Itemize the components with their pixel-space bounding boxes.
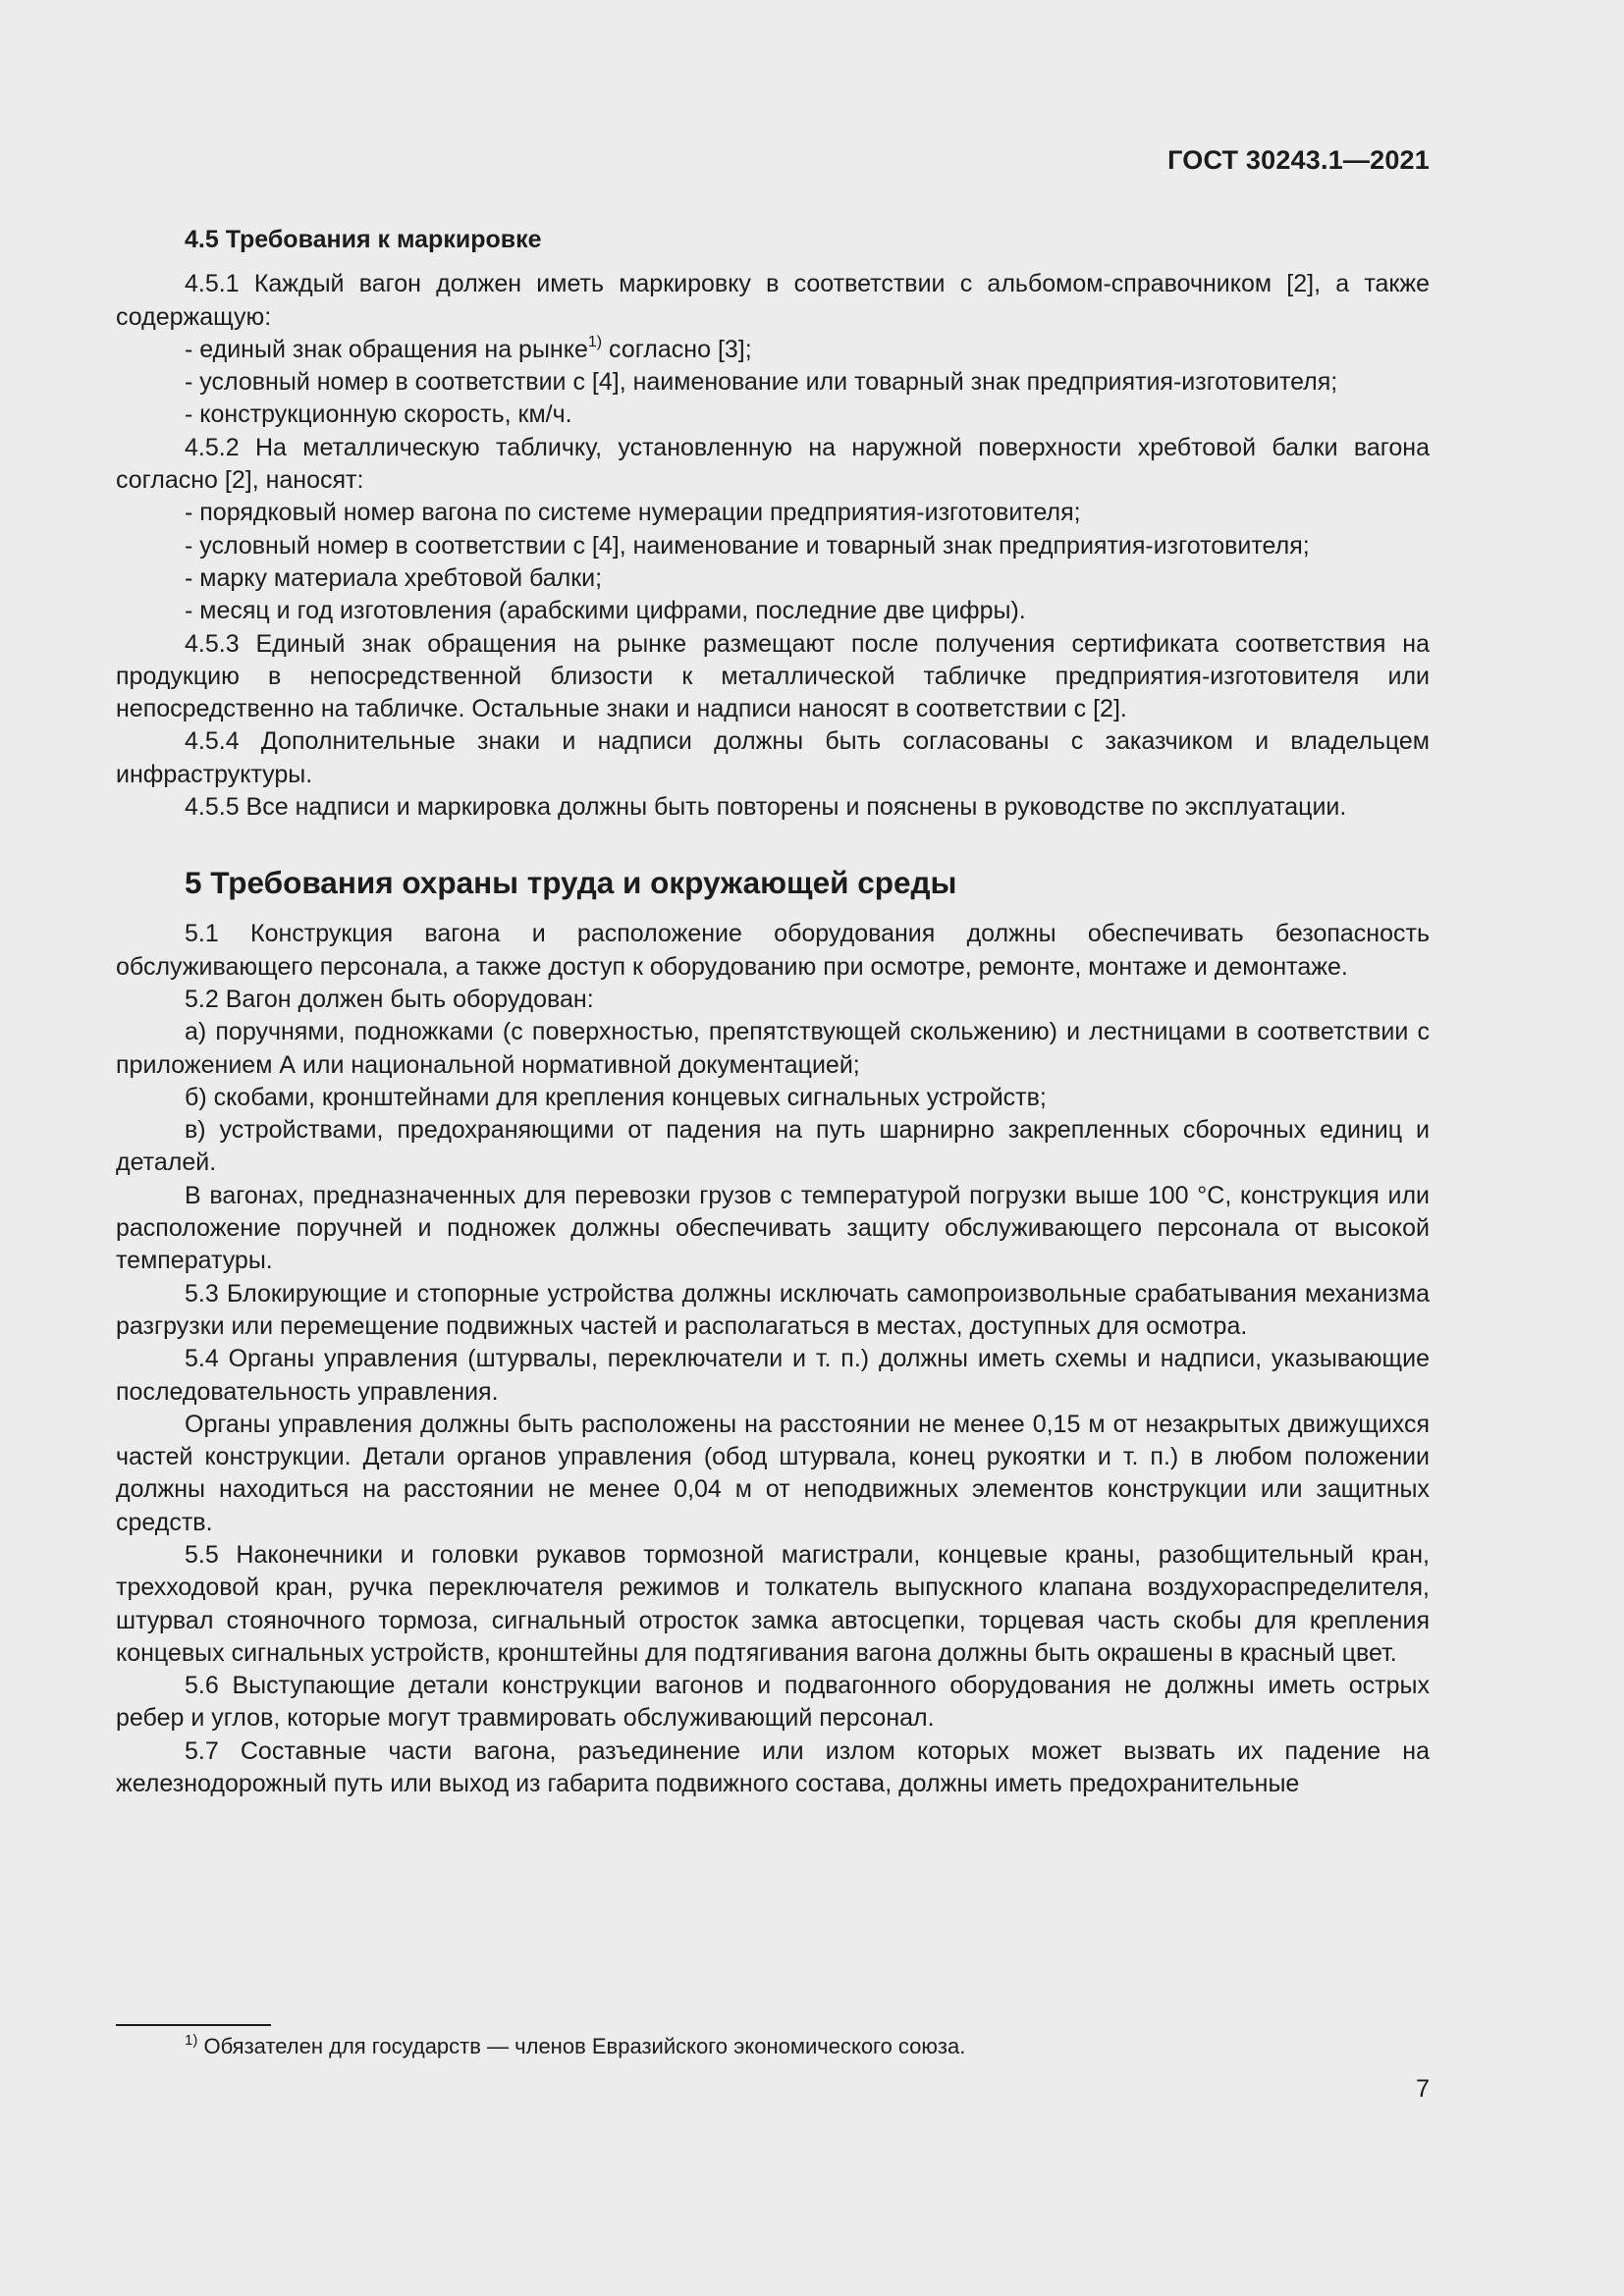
paragraph-5-4: 5.4 Органы управления (штурвалы, переключатели и т. п.) должны иметь схемы и надписи, указывающие последовательность управления.	[116, 1345, 1430, 1406]
paragraph-5-1: 5.1 Конструкция вагона и расположение оборудования должны обеспечивать безопасность обслуживающего персонала, а также доступ к оборудованию при осмотре, ремонте, монтаже и демонтаже.	[116, 920, 1430, 981]
footnote	[185, 2032, 965, 2061]
paragraph-4-5-2: 4.5.2 На металлическую табличку, установленную на наружной поверхности хребтовой балки вагона согласно [2], наносят:	[116, 433, 1430, 495]
list-item-v: в) устройствами, предохраняющими от падения на путь шарнирно закрепленных сборочных единиц и деталей.	[116, 1116, 1430, 1177]
section-heading-5: 5 Требования охраны труда и окружающей среды	[185, 865, 957, 901]
paragraph-5-4-extra: Органы управления должны быть расположены на расстоянии не менее 0,15 м от незакрытых движущихся частей конструкции. Детали органов управления (обод штурвала, конец рукоятки и т. п.) в любом положении должны находиться на расстоянии не менее 0,04 м от неподвижных элементов конструкции или защитных средств.	[116, 1410, 1430, 1536]
paragraph-4-5-5: 4.5.5 Все надписи и маркировка должны быть повторены и пояснены в руководстве по эксплуатации.	[185, 793, 1347, 822]
list-item-market-sign	[116, 334, 1430, 366]
list-item-conditional-number-2: - условный номер в соответствии с [4], наименование и товарный знак предприятия-изготовителя;	[185, 531, 1310, 560]
list-item-material-grade: - марку материала хребтовой балки;	[185, 563, 603, 592]
paragraph-4-5-4: 4.5.4 Дополнительные знаки и надписи должны быть согласованы с заказчиком и владельцем инфраструктуры.	[116, 727, 1430, 788]
paragraph-5-6: 5.6 Выступающие детали конструкции вагонов и подвагонного оборудования не должны иметь острых ребер и углов, которые могут травмировать обслуживающий персонал.	[116, 1672, 1430, 1733]
list-item-design-speed: - конструкционную скорость, км/ч.	[185, 400, 572, 429]
footnote-divider	[116, 2024, 271, 2026]
paragraph-5-2-extra: В вагонах, предназначенных для перевозки грузов с температурой погрузки выше 100 °С, конструкция или расположение поручней и подножек должны обеспечивать защиту обслуживающего персонала от высокой температуры.	[116, 1181, 1430, 1275]
list-item-a: а) поручнями, подножками (с поверхностью, препятствующей скольжению) и лестницами в соответствии с приложением А или национальной нормативной документацией;	[116, 1018, 1430, 1079]
footnote-marker: 1)	[185, 2032, 198, 2049]
list-item-text-continued: согласно [3];	[602, 335, 752, 363]
list-item-serial-number: - порядковый номер вагона по системе нумерации предприятия-изготовителя;	[185, 499, 1081, 527]
footnote-reference: 1)	[587, 333, 603, 350]
paragraph-5-3: 5.3 Блокирующие и стопорные устройства должны исключать самопроизвольные срабатывания механизма разгрузки или перемещение подвижных частей и располагаться в местах, доступных для осмотра.	[116, 1279, 1430, 1340]
paragraph-5-5: 5.5 Наконечники и головки рукавов тормозной магистрали, концевые краны, разобщительный кран, трехходовой кран, ручка переключателя режимов и толкатель выпускного клапана воздухораспределителя, штурвал стояночного тормоза, сигнальный отросток замка автосцепки, торцевая часть скобы для крепления концевых сигнальных устройств, кронштейны для подтягивания вагона должны быть окрашены в красный цвет.	[116, 1540, 1430, 1667]
list-item-text: - единый знак обращения на рынке	[185, 335, 588, 363]
page-number: 7	[1416, 2075, 1430, 2103]
footnote-text: Обязателен для государств — членов Евразийского экономического союза.	[197, 2034, 966, 2058]
subsection-heading-4-5: 4.5 Требования к маркировке	[185, 226, 542, 253]
paragraph-4-5-3: 4.5.3 Единый знак обращения на рынке размещают после получения сертификата соответствия на продукцию в непосредственной близости к металлической табличке предприятия-изготовителя или непосредственно на табличке. Остальные знаки и надписи наносят в соответствии с [2].	[116, 629, 1430, 723]
list-item-manufacture-date: - месяц и год изготовления (арабскими цифрами, последние две цифры).	[185, 597, 1026, 625]
list-item-conditional-number: - условный номер в соответствии с [4], наименование или товарный знак предприятия-изготовителя;	[185, 368, 1338, 397]
paragraph-4-5-1: 4.5.1 Каждый вагон должен иметь маркировку в соответствии с альбомом-справочником [2], а также содержащую:	[116, 270, 1430, 331]
document-code-header: ГОСТ 30243.1—2021	[1167, 145, 1430, 175]
list-item-b: б) скобами, кронштейнами для крепления концевых сигнальных устройств;	[185, 1083, 1047, 1111]
document-body	[116, 224, 1430, 1800]
paragraph-5-2: 5.2 Вагон должен быть оборудован:	[185, 985, 594, 1013]
paragraph-5-7: 5.7 Составные части вагона, разъединение или излом которых может вызвать их падение на железнодорожный путь или выход из габарита подвижного состава, должны иметь предохранительные	[116, 1736, 1430, 1798]
